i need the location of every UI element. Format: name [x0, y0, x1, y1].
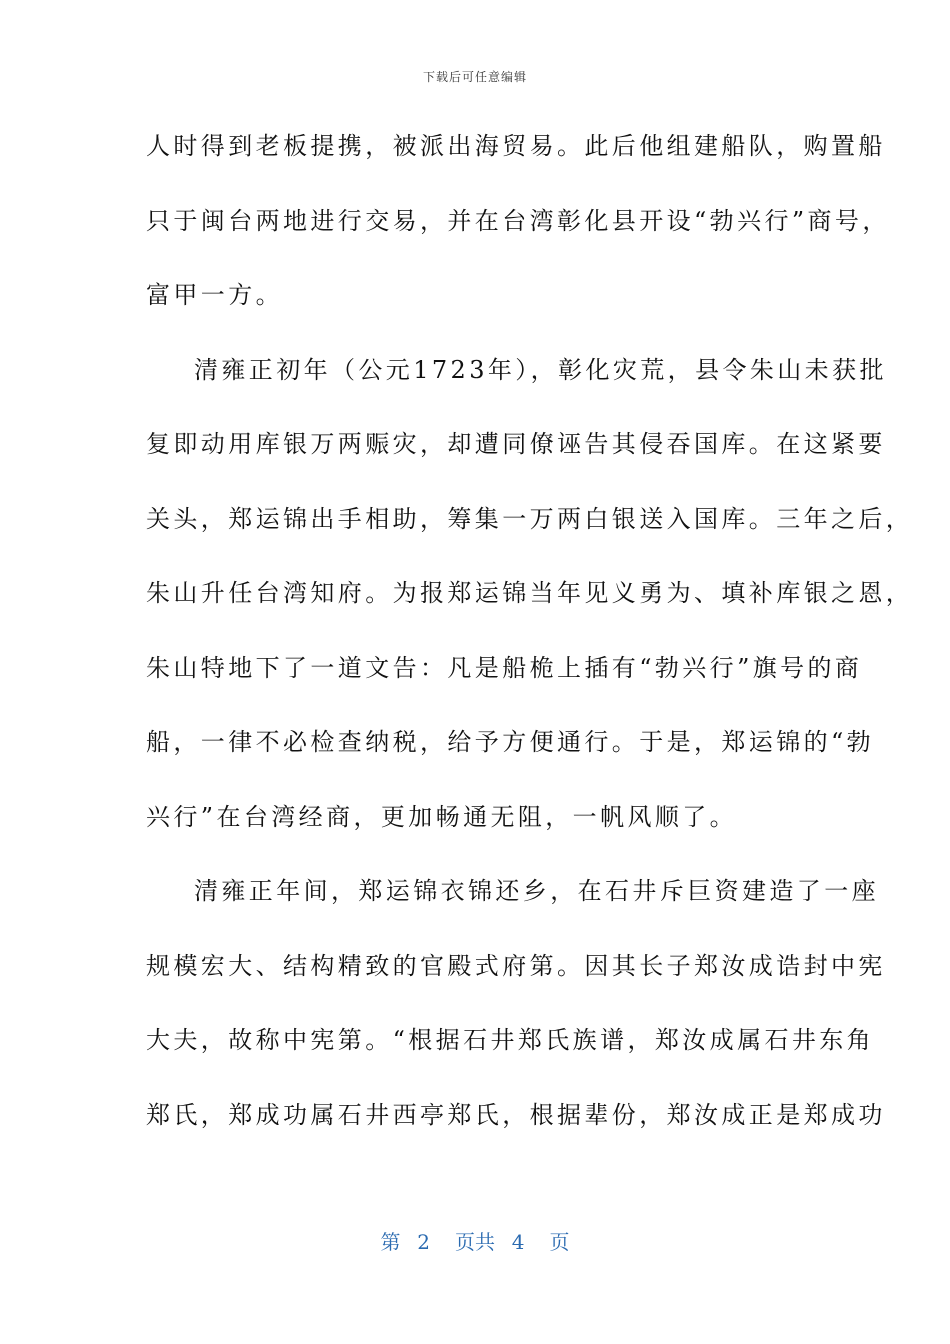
text-line: 朱山特地下了一道文告：凡是船桅上插有“勃兴行”旗号的商 — [146, 653, 863, 682]
text-line: 船，一律不必检查纳税，给予方便通行。于是，郑运锦的“勃 — [146, 728, 875, 756]
text-line: 关头，郑运锦出手相助，筹集一万两白银送入国库。三年之后， — [146, 504, 914, 533]
text-line: 清雍正年间，郑运锦衣锦还乡，在石井斥巨资建造了一座 — [194, 877, 879, 905]
text-line: 兴行”在台湾经商，更加畅通无阻，一帆风顺了。 — [146, 802, 738, 831]
page-footer — [0, 1226, 950, 1255]
text-line: 郑氏，郑成功属石井西亭郑氏，根据辈份，郑汝成正是郑成功 — [146, 1100, 886, 1129]
text-line: 复即动用库银万两赈灾，却遭同僚诬告其侵吞国库。在这紧要 — [146, 430, 886, 458]
text-line: 清雍正初年（公元1723年），彰化灾荒，县令朱山未获批 — [194, 355, 887, 384]
text-line: 大夫，故称中宪第。“根据石井郑氏族谱，郑汝成属石井东角 — [146, 1026, 875, 1054]
text-line: 规模宏大、结构精致的官殿式府第。因其长子郑汝成诰封中宪 — [146, 951, 886, 980]
document-body — [146, 122, 914, 1165]
page-header-note: 下载后可任意编辑 — [422, 70, 527, 84]
page-number-label: 第 2 页共 4 页 — [380, 1230, 570, 1254]
text-line: 人时得到老板提携，被派出海贸易。此后他组建船队，购置船 — [146, 132, 886, 160]
text-line: 富甲一方。 — [146, 281, 283, 309]
text-line: 朱山升任台湾知府。为报郑运锦当年见义勇为、填补库银之恩， — [146, 579, 914, 607]
text-line: 只于闽台两地进行交易，并在台湾彰化县开设“勃兴行”商号， — [146, 206, 890, 235]
